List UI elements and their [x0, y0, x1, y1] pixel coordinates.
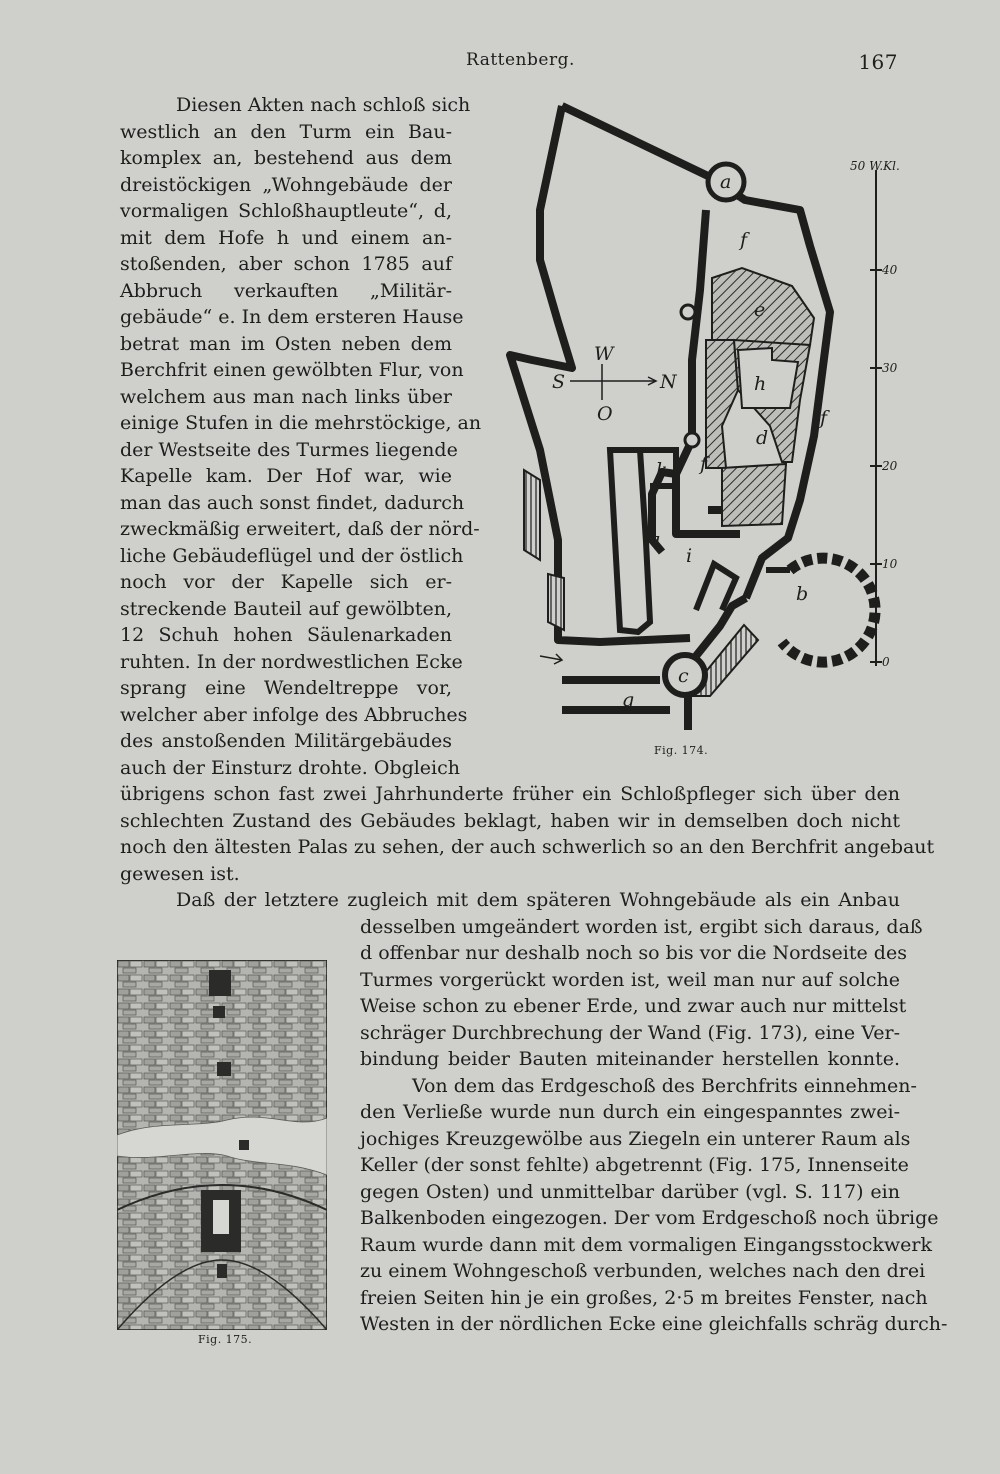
room-label-l: l: [654, 533, 661, 555]
text-line: Kapelle kam. Der Hof war, wie: [120, 465, 452, 487]
scale-label-10: 10: [882, 557, 898, 571]
text-line: desselben umgeändert worden ist, ergibt sich daraus, daß: [360, 915, 923, 938]
scale-label-40: 40: [882, 263, 898, 277]
text-line: schräger Durchbrechung der Wand (Fig. 173), eine Ver-: [360, 1021, 900, 1044]
text-line: streckende Bauteil auf gewölbten,: [120, 597, 452, 620]
plan-compass: [570, 364, 656, 400]
text-line: bindung beider Bauten miteinander herstellen konnte.: [360, 1048, 900, 1070]
text-line: Raum wurde dann mit dem vormaligen Eingangsstockwerk: [360, 1233, 932, 1256]
text-line: schlechten Zustand des Gebäudes beklagt, haben wir in demselben doch nicht: [120, 809, 900, 832]
room-label-f-upper: f: [740, 229, 748, 251]
scale-label-0: 0: [882, 655, 890, 669]
text-line: Daß der letztere zugleich mit dem späteren Wohngebäude als ein Anbau: [176, 889, 900, 911]
room-label-i: i: [686, 545, 693, 567]
text-line: komplex an, bestehend aus dem: [120, 147, 452, 169]
plan-entry-arrows: [540, 654, 562, 664]
room-label-f-middle: f: [820, 407, 828, 429]
scale-label-20: 20: [882, 459, 898, 473]
text-line: Weise schon zu ebener Erde, und zwar auch nur mittelst: [360, 995, 907, 1017]
text-line: noch vor der Kapelle sich er-: [120, 571, 452, 593]
text-line: sprang eine Wendeltreppe vor,: [120, 677, 452, 699]
room-label-k: k: [656, 459, 668, 481]
text-line: betrat man im Osten neben dem: [120, 332, 452, 355]
figure-175-caption: Fig. 175.: [198, 1333, 253, 1346]
text-line: Westen in der nördlichen Ecke eine gleichfalls schräg durch-: [360, 1313, 948, 1335]
text-line: dreistöckigen „Wohngebäude der: [120, 173, 452, 196]
text-line: liche Gebäudeflügel und der östlich: [120, 544, 464, 567]
room-label-a: a: [720, 171, 732, 193]
text-line: Keller (der sonst fehlte) abgetrennt (Fig. 175, Innenseite: [360, 1154, 909, 1176]
plan-buildings: [524, 268, 814, 696]
room-label-c-tower: c: [678, 665, 689, 687]
room-label-f-lower: f: [700, 453, 708, 475]
text-line: Abbruch verkauften „Militär-: [120, 279, 452, 302]
text-line: auch der Einsturz drohte. Obgleich: [120, 756, 461, 779]
text-line: Von dem das Erdgeschoß des Berchfrits einnehmen-: [412, 1074, 917, 1097]
text-line: welcher aber infolge des Abbruches: [120, 703, 468, 726]
text-line: ruhten. In der nordwestlichen Ecke: [120, 650, 463, 673]
figure-174-caption: Fig. 174.: [654, 744, 709, 757]
room-label-e: e: [754, 299, 766, 321]
text-line: Diesen Akten nach schloß sich: [176, 94, 471, 116]
text-line: welchem aus man nach links über: [120, 385, 452, 408]
scale-label-50: 50 W.Kl.: [850, 159, 900, 173]
text-line: 12 Schuh hohen Säulenarkaden: [120, 624, 452, 646]
compass-east-label: N: [660, 371, 677, 393]
text-line: man das auch sonst findet, dadurch: [120, 491, 465, 514]
text-line: zweckmäßig erweitert, daß der nörd-: [120, 518, 480, 540]
text-line: Turmes vorgerückt worden ist, weil man nur auf solche: [360, 968, 900, 991]
text-line: stoßenden, aber schon 1785 auf: [120, 253, 452, 275]
text-line: Balkenboden eingezogen. Der vom Erdgeschoß noch übrige: [360, 1207, 939, 1229]
text-line: gebäude“ e. In dem ersteren Hause: [120, 306, 464, 328]
page-number: 167: [858, 50, 898, 74]
text-line: noch den ältesten Palas zu sehen, der auch schwerlich so an den Berchfrit angebaut: [120, 836, 935, 858]
text-line: vormaligen Schloßhauptleute“, d,: [120, 200, 452, 222]
room-label-h: h: [754, 373, 767, 395]
text-line: zu einem Wohngeschoß verbunden, welches nach den drei: [360, 1260, 926, 1282]
text-line: gewesen ist.: [120, 862, 240, 885]
figure-174-castle-plan: [500, 90, 920, 730]
compass-north-label: W: [594, 343, 614, 365]
text-line: den Verließe wurde nun durch ein eingespanntes zwei-: [360, 1101, 900, 1123]
room-label-b: b: [796, 583, 809, 605]
plan-inner-walls: [610, 450, 736, 632]
scale-label-30: 30: [882, 361, 898, 375]
room-label-g: g: [622, 689, 635, 711]
figure-175-tower-interior: [117, 960, 327, 1330]
text-line: freien Seiten hin je ein großes, 2·5 m breites Fenster, nach: [360, 1286, 928, 1309]
plan-towers: [665, 164, 875, 695]
text-line: übrigens schon fast zwei Jahrhunderte früher ein Schloßpfleger sich über den: [120, 783, 900, 805]
text-line: der Westseite des Turmes liegende: [120, 438, 458, 461]
text-line: d offenbar nur deshalb noch so bis vor die Nordseite des: [360, 942, 907, 964]
room-label-d: d: [756, 427, 769, 449]
text-line: mit dem Hofe h und einem an-: [120, 226, 452, 249]
text-line: gegen Osten) und unmittelbar darüber (vgl. S. 117) ein: [360, 1180, 900, 1203]
text-line: westlich an den Turm ein Bau-: [120, 120, 452, 143]
text-line: des anstoßenden Militärgebäudes: [120, 730, 452, 752]
compass-west-label: S: [552, 371, 566, 393]
text-line: jochiges Kreuzgewölbe aus Ziegeln ein unterer Raum als: [360, 1127, 911, 1150]
text-line: einige Stufen in die mehrstöckige, an: [120, 412, 482, 434]
text-line: Berchfrit einen gewölbten Flur, von: [120, 359, 464, 381]
running-title: Rattenberg.: [466, 50, 575, 70]
compass-south-label: O: [597, 403, 613, 425]
